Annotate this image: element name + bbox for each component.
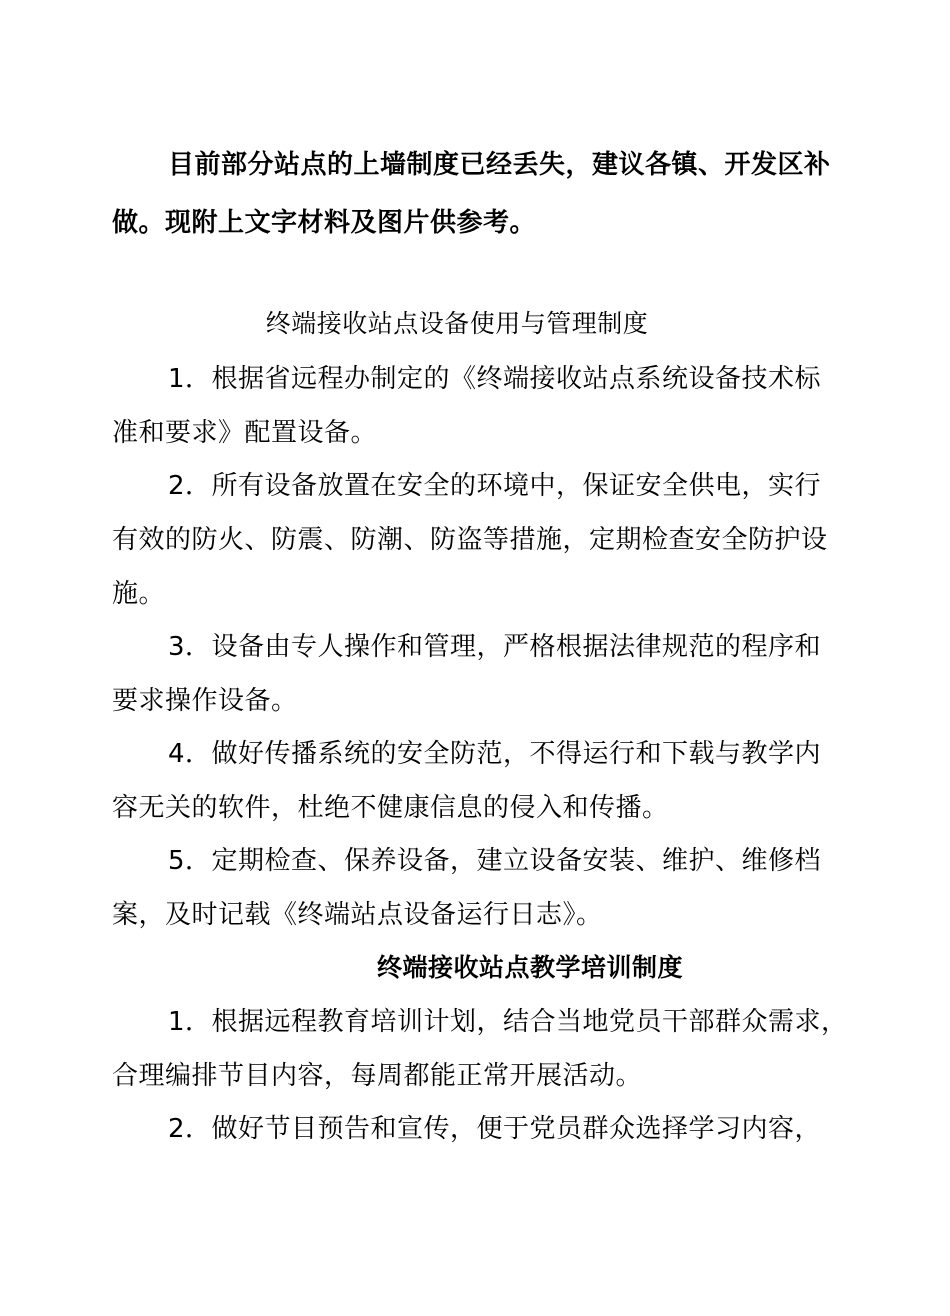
section2-item-1-line-1: 1．根据远程教育培训计划，结合当地党员干部群众需求， [168,1007,848,1037]
section2-item-2-line-1: 2．做好节目预告和宣传，便于党员群众选择学习内容， [168,1114,822,1144]
section2-item-1-line-2: 合理编排节目内容，每周都能正常开展活动。 [112,1061,643,1091]
section2-item-1 [112,995,872,1103]
section1-item-1 [112,352,872,460]
section1-item-1-line-1: 1．根据省远程办制定的《终端接收站点系统设备技术标 [168,364,822,394]
section1-item-3-line-2: 要求操作设备。 [112,686,298,716]
section2-title: 终端接收站点教学培训制度 [376,953,683,982]
section1-item-5-line-2: 案，及时记载《终端站点设备运行日志》。 [112,900,603,930]
section1-item-5-line-1: 5．定期检查、保养设备，建立设备安装、维护、维修档 [168,846,822,876]
section1-item-2-line-2: 有效的防火、防震、防潮、防盗等措施，定期检查安全防护设 [112,525,828,555]
section1-item-4 [112,727,872,835]
section1-item-2-line-3: 施。 [112,579,166,609]
section1-item-4-line-2: 容无关的软件，杜绝不健康信息的侵入和传播。 [112,793,669,823]
section1-item-3 [112,620,872,728]
section1-item-3-line-1: 3．设备由专人操作和管理，严格根据法律规范的程序和 [168,632,822,662]
intro-line-2: 做。现附上文字材料及图片供参考。 [112,208,537,238]
section1-item-2-line-1: 2．所有设备放置在安全的环境中，保证安全供电，实行 [168,471,822,501]
section1-item-5 [112,834,872,942]
section2-item-2 [112,1102,872,1156]
section1-item-2 [112,459,872,621]
intro-line-1: 目前部分站点的上墙制度已经丢失，建议各镇、开发区补 [168,150,831,180]
section1-item-4-line-1: 4．做好传播系统的安全防范，不得运行和下载与教学内 [168,739,822,769]
section1-item-1-line-2: 准和要求》配置设备。 [112,418,378,448]
intro-paragraph [112,136,872,252]
section1-title: 终端接收站点设备使用与管理制度 [265,309,649,338]
